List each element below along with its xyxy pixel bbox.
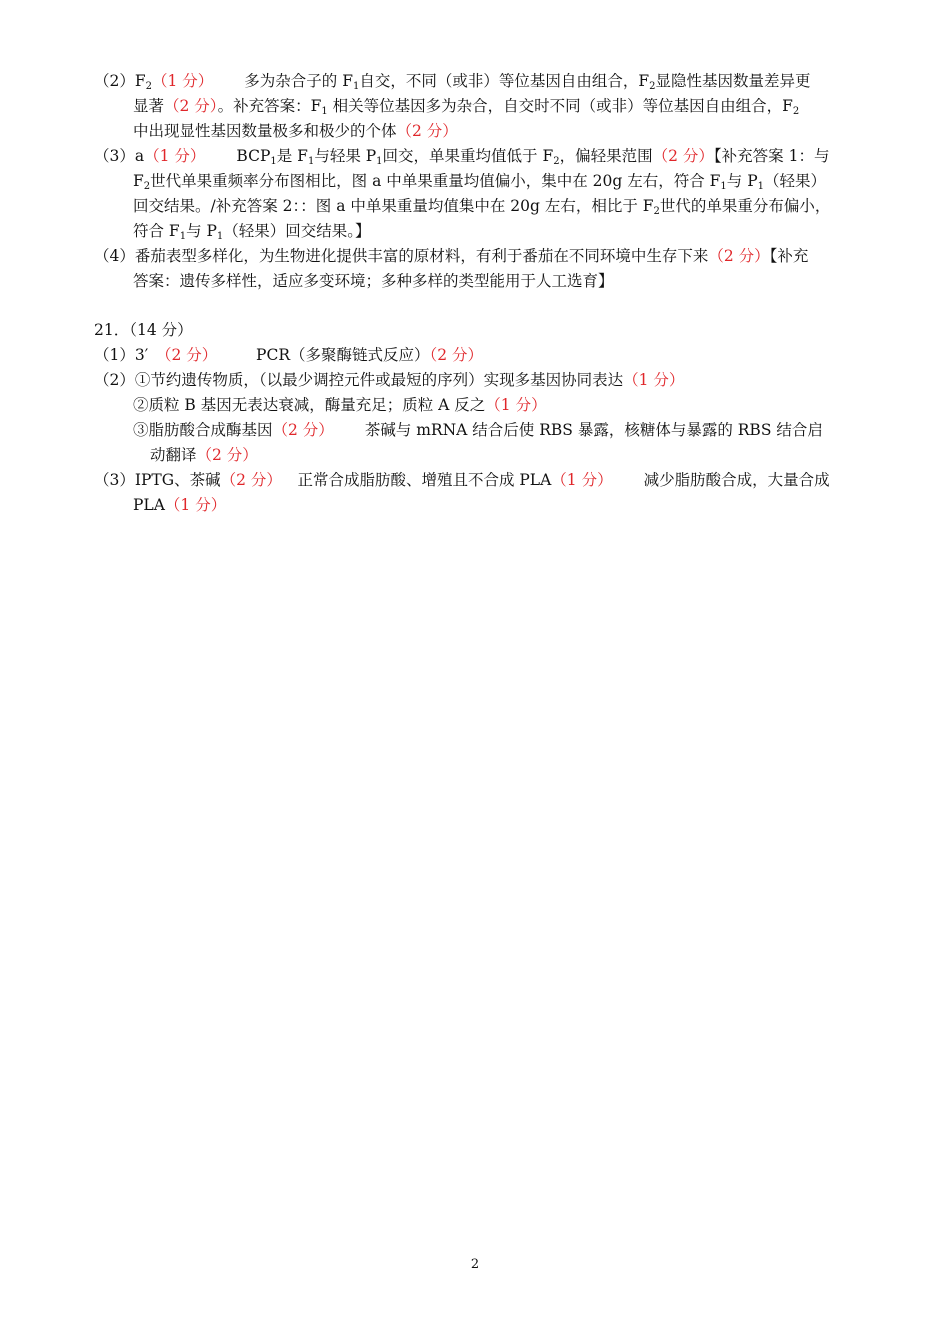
q21-part2-line3: ③脂肪酸合成酶基因（2 分） 茶碱与 mRNA 结合后使 RBS 暴露，核糖体与暴露的 RBS 结合启 <box>133 421 823 439</box>
q20-part3-line4: 符合 $F_1$与 $P_1$（轻果）回交结果。】 <box>133 222 371 242</box>
q20-part2-line2: 显著（2 分）。补充答案：$F_1$ 相关等位基因多为杂合，自交时不同（或非）等位基因自由组合，$F_2$ <box>133 97 800 117</box>
q21-part3-line1: （3）IPTG、茶碱（2 分） 正常合成脂肪酸、增殖且不合成 PLA（1 分） 减少脂肪酸合成，大量合成 <box>94 471 830 489</box>
q20-part2-line1: $(2)F_2(1$ 分） 多为杂合子的 $F_1$自交，不同（或非）等位基因自由组合，$F_2$显隐性基因数量差异更 <box>94 72 811 92</box>
q20-part2-line3: 中出现显性基因数量极多和极少的个体（2 分） <box>133 122 458 140</box>
q21-part3-line2: PLA（1 分） <box>133 496 227 514</box>
q20-part3-line2: $F_2$世代单果重频率分布图相比，图 a 中单果重量均值偏小，集中在 20g 左右，符合 $F_1$与 $P_1$（轻果） <box>133 172 827 192</box>
q20-part3-line3: 回交结果。/补充答案 2：：图 a 中单果重量均值集中在 20g 左右，相比于 $F_2$世代的单果重分布偏小， <box>133 197 831 217</box>
q21-part2-line2: ②质粒 B 基因无表达衰减，酶量充足；质粒 A 反之（1 分） <box>133 396 547 414</box>
q21-part2-line4: 动翻译（2 分） <box>150 446 258 464</box>
q20-part4-line2: 答案：遗传多样性，适应多变环境；多种多样的类型能用于人工选育】 <box>133 272 614 290</box>
q21-part2-line1: （2）①节约遗传物质，（以最少调控元件或最短的序列）实现多基因协同表达（1 分） <box>94 371 685 389</box>
q20-part3-line1: （3）a（1 分） $BCP_1$是 $F_1$与轻果 $P_1$回交，单果重均值低于 $F_2$，偏轻果范围（2 分）【补充答案 1：与 <box>94 147 830 167</box>
page-number: 2 <box>470 1257 480 1272</box>
q21-part1: （1）3′ （2 分） PCR（多聚酶链式反应）（2 分） <box>94 346 484 364</box>
q20-part4-line1: （4）番茄表型多样化，为生物进化提供丰富的原材料，有利于番茄在不同环境中生存下来（2 分）【补充 <box>94 247 809 265</box>
q21-header: 21．（14 分） <box>94 321 193 339</box>
